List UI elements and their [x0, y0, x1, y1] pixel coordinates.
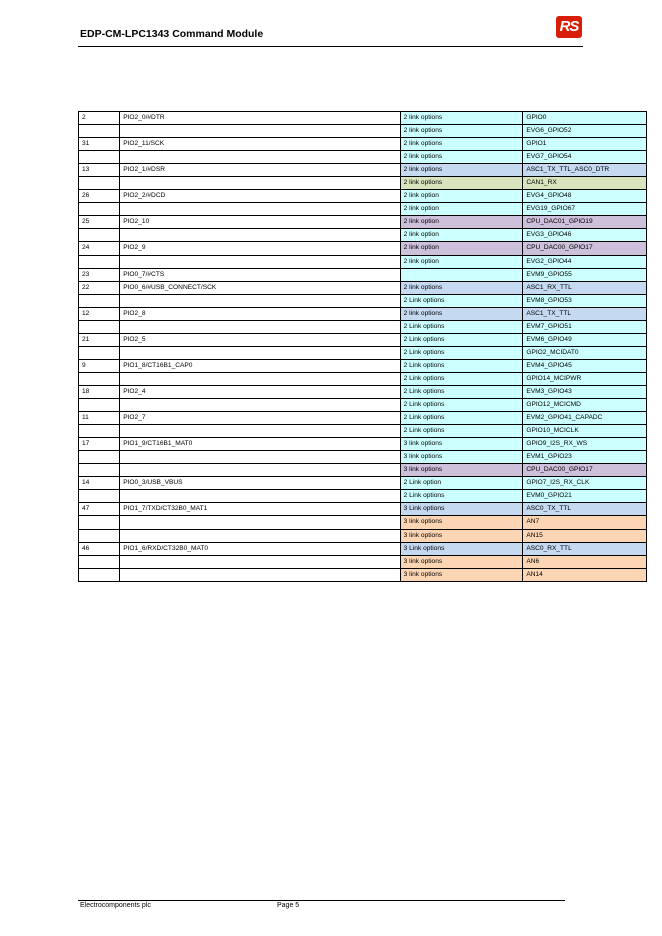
table-row — [79, 164, 647, 177]
table-row — [79, 229, 647, 242]
link-option-cell: 2 link options — [400, 177, 523, 190]
pin-name-cell — [120, 255, 400, 268]
function-cell: AN7 — [523, 516, 647, 529]
table-row — [79, 346, 647, 359]
table-row — [79, 138, 647, 151]
pin-name-cell — [120, 529, 400, 542]
link-option-cell: 2 link option — [400, 203, 523, 216]
link-option-cell — [400, 268, 523, 281]
link-option-cell: 2 Link options — [400, 490, 523, 503]
table-row — [79, 412, 647, 425]
document-title: EDP-CM-LPC1343 Command Module — [80, 28, 264, 40]
table-row — [79, 438, 647, 451]
pin-number-cell — [79, 255, 120, 268]
function-cell: EVG19_GPIO67 — [523, 203, 647, 216]
link-option-cell: 2 Link option — [400, 477, 523, 490]
pin-number-cell: 24 — [79, 242, 120, 255]
link-option-cell: 2 Link options — [400, 399, 523, 412]
pin-name-cell: PIO2_8 — [120, 307, 400, 320]
pin-name-cell — [120, 451, 400, 464]
pin-name-cell: PIO2_4 — [120, 385, 400, 398]
link-option-cell: 3 link options — [400, 451, 523, 464]
function-cell: EVM8_GPIO53 — [523, 294, 647, 307]
pin-name-cell: PIO2_0/#DTR — [120, 112, 400, 125]
function-cell: GPIO12_MCICMD — [523, 399, 647, 412]
pin-number-cell — [79, 464, 120, 477]
pin-number-cell: 47 — [79, 503, 120, 516]
pin-number-cell: 23 — [79, 268, 120, 281]
table-row — [79, 255, 647, 268]
pin-name-cell — [120, 555, 400, 568]
pin-number-cell — [79, 425, 120, 438]
link-option-cell: 2 link option — [400, 255, 523, 268]
rs-logo: RS — [556, 16, 582, 38]
pin-number-cell — [79, 203, 120, 216]
function-cell: EVM2_GPIO41_CAPADC — [523, 412, 647, 425]
pin-number-cell — [79, 568, 120, 581]
link-option-cell: 2 Link options — [400, 412, 523, 425]
pin-mapping-table — [78, 111, 647, 582]
table-row — [79, 568, 647, 581]
link-option-cell: 3 link options — [400, 568, 523, 581]
table-row — [79, 542, 647, 555]
pin-name-cell: PIO2_10 — [120, 216, 400, 229]
pin-number-cell: 21 — [79, 333, 120, 346]
link-option-cell: 2 link options — [400, 112, 523, 125]
pin-number-cell: 18 — [79, 385, 120, 398]
function-cell: EVM7_GPIO51 — [523, 320, 647, 333]
pin-name-cell: PIO1_8/CT16B1_CAP0 — [120, 359, 400, 372]
pin-number-cell — [79, 490, 120, 503]
function-cell: AN14 — [523, 568, 647, 581]
function-cell: ASC1_RX_TTL — [523, 281, 647, 294]
function-cell: CPU_DAC01_GPIO19 — [523, 216, 647, 229]
pin-number-cell: 31 — [79, 138, 120, 151]
link-option-cell: 2 Link options — [400, 294, 523, 307]
function-cell: GPIO2_MCIDAT0 — [523, 346, 647, 359]
function-cell: EVM1_GPIO23 — [523, 451, 647, 464]
function-cell: EVM9_GPIO55 — [523, 268, 647, 281]
function-cell: AN15 — [523, 529, 647, 542]
function-cell: GPIO9_I2S_RX_WS — [523, 438, 647, 451]
table-row — [79, 359, 647, 372]
function-cell: EVG7_GPIO54 — [523, 151, 647, 164]
table-row — [79, 372, 647, 385]
function-cell: ASC1_TX_TTL — [523, 307, 647, 320]
pin-name-cell — [120, 399, 400, 412]
pin-name-cell — [120, 568, 400, 581]
pin-number-cell — [79, 555, 120, 568]
link-option-cell: 3 link options — [400, 516, 523, 529]
pin-name-cell — [120, 177, 400, 190]
pin-number-cell — [79, 372, 120, 385]
table-row — [79, 203, 647, 216]
pin-number-cell — [79, 529, 120, 542]
pin-name-cell: PIO1_6/RXD/CT32B0_MAT0 — [120, 542, 400, 555]
link-option-cell: 2 link options — [400, 164, 523, 177]
pin-number-cell: 22 — [79, 281, 120, 294]
pin-name-cell — [120, 151, 400, 164]
pin-name-cell — [120, 294, 400, 307]
pin-name-cell — [120, 203, 400, 216]
function-cell: CPU_DAC00_GPIO17 — [523, 464, 647, 477]
link-option-cell: 3 link options — [400, 438, 523, 451]
pin-name-cell — [120, 229, 400, 242]
link-option-cell: 2 Link options — [400, 320, 523, 333]
link-option-cell: 2 link options — [400, 281, 523, 294]
pin-mapping-rows — [79, 112, 647, 582]
table-row — [79, 477, 647, 490]
pin-number-cell: 46 — [79, 542, 120, 555]
function-cell: EVG4_GPIO48 — [523, 190, 647, 203]
pin-number-cell: 17 — [79, 438, 120, 451]
table-row — [79, 333, 647, 346]
function-cell: GPIO1 — [523, 138, 647, 151]
table-row — [79, 490, 647, 503]
pin-number-cell: 2 — [79, 112, 120, 125]
table-row — [79, 242, 647, 255]
pin-name-cell: PIO1_7/TXD/CT32B0_MAT1 — [120, 503, 400, 516]
function-cell: EVM0_GPIO21 — [523, 490, 647, 503]
pin-number-cell — [79, 177, 120, 190]
link-option-cell: 2 Link options — [400, 359, 523, 372]
function-cell: EVG2_GPIO44 — [523, 255, 647, 268]
pin-name-cell: PIO2_9 — [120, 242, 400, 255]
pin-name-cell: PIO2_7 — [120, 412, 400, 425]
pin-number-cell: 13 — [79, 164, 120, 177]
link-option-cell: 2 link options — [400, 138, 523, 151]
pin-number-cell: 12 — [79, 307, 120, 320]
table-row — [79, 503, 647, 516]
pin-number-cell — [79, 229, 120, 242]
pin-number-cell — [79, 451, 120, 464]
table-row — [79, 177, 647, 190]
pin-number-cell — [79, 399, 120, 412]
pin-name-cell — [120, 372, 400, 385]
function-cell: GPIO7_I2S_RX_CLK — [523, 477, 647, 490]
function-cell: CPU_DAC00_GPIO17 — [523, 242, 647, 255]
link-option-cell: 3 link options — [400, 555, 523, 568]
function-cell: GPIO0 — [523, 112, 647, 125]
table-row — [79, 216, 647, 229]
pin-name-cell: PIO2_11/SCK — [120, 138, 400, 151]
function-cell: AN6 — [523, 555, 647, 568]
pin-name-cell — [120, 320, 400, 333]
function-cell: CAN1_RX — [523, 177, 647, 190]
function-cell: EVG6_GPIO52 — [523, 125, 647, 138]
table-row — [79, 125, 647, 138]
table-row — [79, 268, 647, 281]
pin-number-cell: 26 — [79, 190, 120, 203]
pin-name-cell — [120, 516, 400, 529]
pin-number-cell: 14 — [79, 477, 120, 490]
function-cell: EVG3_GPIO46 — [523, 229, 647, 242]
link-option-cell: 2 Link options — [400, 385, 523, 398]
pin-number-cell — [79, 320, 120, 333]
footer-company: Electrocomponents plc — [80, 902, 151, 909]
pin-number-cell — [79, 125, 120, 138]
pin-name-cell: PIO0_3/USB_VBUS — [120, 477, 400, 490]
pin-name-cell — [120, 490, 400, 503]
pin-number-cell: 25 — [79, 216, 120, 229]
function-cell: EVM6_GPIO49 — [523, 333, 647, 346]
pin-name-cell — [120, 425, 400, 438]
function-cell: EVM3_GPIO43 — [523, 385, 647, 398]
link-option-cell: 2 link option — [400, 242, 523, 255]
table-row — [79, 320, 647, 333]
table-row — [79, 294, 647, 307]
link-option-cell: 2 link options — [400, 125, 523, 138]
table-row — [79, 281, 647, 294]
pin-number-cell — [79, 151, 120, 164]
table-row — [79, 151, 647, 164]
table-row — [79, 112, 647, 125]
pin-name-cell — [120, 125, 400, 138]
link-option-cell: 2 Link options — [400, 425, 523, 438]
pin-number-cell — [79, 516, 120, 529]
table-row — [79, 307, 647, 320]
pin-name-cell: PIO2_5 — [120, 333, 400, 346]
link-option-cell: 2 link options — [400, 151, 523, 164]
link-option-cell: 2 Link options — [400, 372, 523, 385]
table-row — [79, 399, 647, 412]
page-number: Page 5 — [277, 902, 300, 909]
link-option-cell: 3 link options — [400, 464, 523, 477]
link-option-cell: 2 link option — [400, 216, 523, 229]
pin-name-cell: PIO0_6/#USB_CONNECT/SCK — [120, 281, 400, 294]
pin-number-cell — [79, 294, 120, 307]
link-option-cell: 3 Link options — [400, 503, 523, 516]
pin-name-cell: PIO0_7/#CTS — [120, 268, 400, 281]
function-cell: ASC1_TX_TTL_ASC0_DTR — [523, 164, 647, 177]
pin-name-cell: PIO1_9/CT16B1_MAT0 — [120, 438, 400, 451]
pin-number-cell: 9 — [79, 359, 120, 372]
link-option-cell: 2 link options — [400, 307, 523, 320]
pin-number-cell: 11 — [79, 412, 120, 425]
function-cell: ASC0_TX_TTL — [523, 503, 647, 516]
link-option-cell: 3 Link options — [400, 542, 523, 555]
table-row — [79, 529, 647, 542]
table-row — [79, 451, 647, 464]
table-row — [79, 425, 647, 438]
link-option-cell: 2 Link options — [400, 346, 523, 359]
link-option-cell: 2 Link options — [400, 333, 523, 346]
link-option-cell: 2 link option — [400, 190, 523, 203]
table-row — [79, 190, 647, 203]
table-row — [79, 385, 647, 398]
pin-number-cell — [79, 346, 120, 359]
pin-name-cell: PIO2_2/#DCD — [120, 190, 400, 203]
link-option-cell: 2 link option — [400, 229, 523, 242]
table-row — [79, 555, 647, 568]
pin-name-cell: PIO2_1/#DSR — [120, 164, 400, 177]
function-cell: GPIO14_MCIPWR — [523, 372, 647, 385]
table-row — [79, 464, 647, 477]
function-cell: EVM4_GPIO45 — [523, 359, 647, 372]
function-cell: ASC0_RX_TTL — [523, 542, 647, 555]
footer-divider — [78, 900, 565, 901]
function-cell: GPIO10_MCICLK — [523, 425, 647, 438]
pin-name-cell — [120, 464, 400, 477]
header-divider — [78, 46, 583, 47]
table-row — [79, 516, 647, 529]
link-option-cell: 3 link options — [400, 529, 523, 542]
pin-name-cell — [120, 346, 400, 359]
